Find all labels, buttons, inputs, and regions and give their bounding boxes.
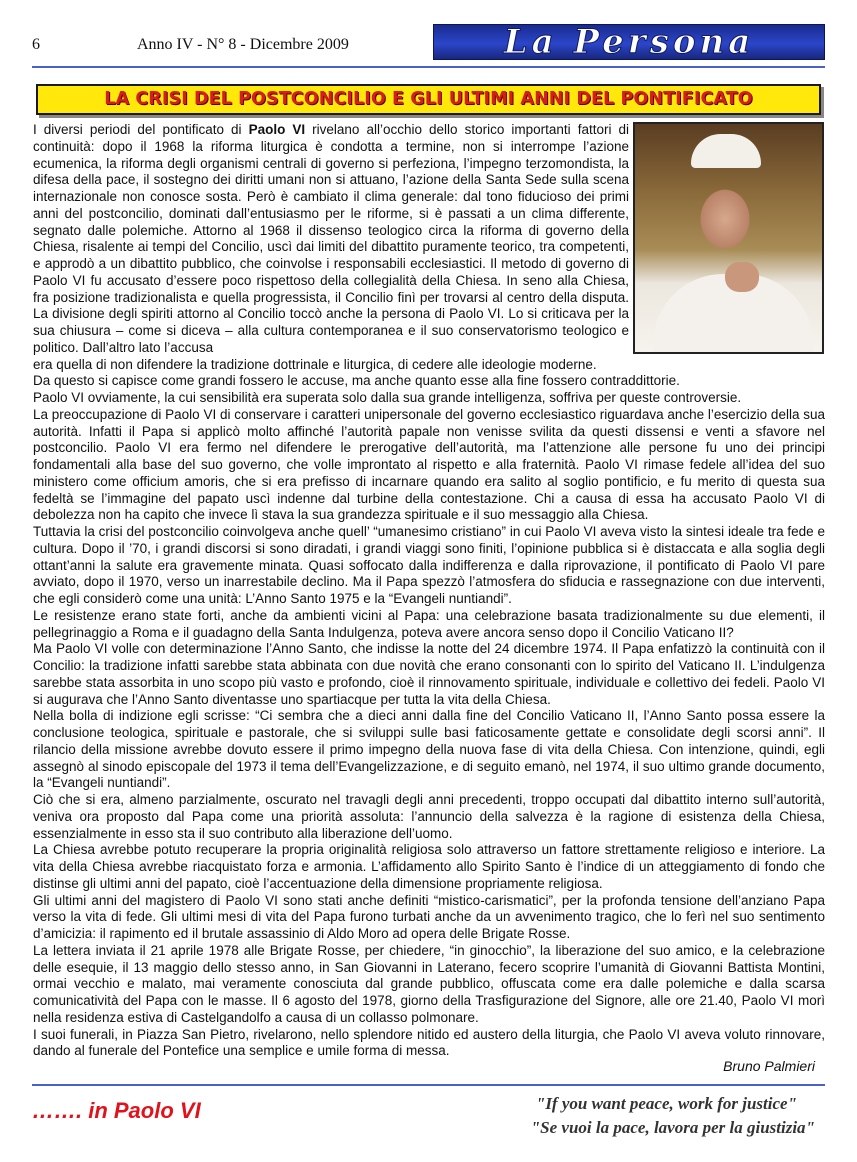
article-title-box — [36, 84, 821, 115]
paragraph-11: Gli ultimi anni del magistero di Paolo VI sono stati anche definiti “mistico-carismatici”, per la profonda tensione dell’anziano Papa verso la vita di fede. Gli ultimi mesi di vita del Papa furono turbati anche da un avvenimento tragico, che lo ferì nel suo sentimento d’amicizia: il rapimento ed il brutale assassinio di Aldo Moro ad opera delle Brigate Rosse. — [33, 892, 825, 941]
paragraph-7: Ma Paolo VI volle con determinazione l’Anno Santo, che indisse la notte del 24 dicembre 1974. Il Papa enfatizzò la continuità con il Concilio: la tradizione infatti sarebbe stata abbinata con due novità che erano consonanti con lo spirito del Vaticano II. L’indulgenza sarebbe stata assorbita in uno scopo più vasto e profondo, cioè il rinnovamento spirituale, individuale e collettivo dei fedeli. Paolo VI si augurava che l’Anno Santo diventasse uno spartiacque per tutta la vita della Chiesa. — [33, 641, 825, 707]
footer-quote-italian: "Se vuoi la pace, lavora per la giustizia" — [530, 1118, 815, 1137]
paragraph-6: Le resistenze erano state forti, anche da ambienti vicini al Papa: una celebrazione basata tradizionalmente su due elementi, il pellegrinaggio a Roma e il guadagno della Santa Indulgenza, poteva avere ancora senso dopo il Concilio Vaticano II? — [33, 607, 825, 640]
paragraph-9: Ciò che si era, almeno parzialmente, oscurato nel travagli degli anni precedenti, troppo occupati dal dibattito interno sull’autorità, veniva ora proposto dal Papa come una priorità assoluta: l’annuncio della salvezza è la ragione di esistenza della Chiesa, essenzialmente in esso sta il suo contributo alla liberazione dell’uomo. — [33, 792, 825, 841]
paragraph-10: La Chiesa avrebbe potuto recuperare la propria originalità religiosa solo attraverso un fattore strettamente religioso e interiore. La vita della Chiesa avrebbe riacquistato forza e armonia. L’affidamento allo Spirito Santo è l’indice di un atteggiamento di fondo che distinse gli ultimi anni del papato, cioè l’accentuazione della dimensione propriamente religiosa. — [33, 842, 825, 891]
footer-divider — [32, 1084, 825, 1086]
masthead-title: La Persona — [503, 22, 755, 62]
header-divider — [32, 66, 825, 68]
paragraph-13: I suoi funerali, in Piazza San Pietro, rivelarono, nello splendore nitido ed austero della liturgia, che Paolo VI aveva voluto rinnovare, dando al funerale del Pontefice una semplice e umile forma di messa. — [33, 1026, 825, 1059]
paragraph-1-intro: I diversi periodi del pontificato di — [33, 122, 249, 137]
issue-info: Anno IV - N° 8 - Dicembre 2009 — [137, 36, 349, 53]
paragraph-1-continued: era quella di non difendere la tradizione dottrinale e liturgica, di cedere alle ideologie moderne. — [33, 356, 597, 372]
paragraph-8: Nella bolla di indizione egli scrisse: “Ci sembra che a dieci anni dalla fine del Concilio Vaticano II, l’Anno Santo possa essere la conclusione teologica, spirituale e pastorale, che si sviluppi sulle basi faticosamente gettate e consolidate degli scorsi anni”. Il rilancio della missione avrebbe dovuto essere il primo impegno della nuova fase di vita della Chiesa. Con intenzione, quindi, egli assegnò al sinodo episcopale del 1973 il tema dell’Evangelizzazione, e di seguito emanò, nel 1974, il suo ultimo grande documento, la “Evangeli nuntiandi”. — [33, 708, 825, 791]
paragraph-1-name: Paolo VI — [248, 122, 306, 137]
article-title: LA CRISI DEL POSTCONCILIO E GLI ULTIMI ANNI DEL PONTIFICATO — [104, 89, 753, 109]
page-number: 6 — [32, 36, 40, 53]
paragraph-1-rest: rivelano all’occhio dello storico importanti fattori di continuità: dopo il 1968 la riforma liturgica è condotta a termine, non si interrompe l’azione ecumenica, la riforma degli organismi centrali di governo si perfeziona, l’impegno terzomondista, la difesa della pace, il sostegno dei diritti umani non si attuano, l’azione della Santa Sede sulla scena internazionale non conosce sosta. Però è cambiato il clima generale: dal tono fiducioso dei primi anni del postconcilio, dominati dall’entusiasmo per le riforme, si è passati a un clima differente, segnato dalle polemiche. Attorno al 1968 il dissenso teologico circa la riforma di governo della Chiesa, risalente ai tempi del Concilio, uscì dai limiti del dibattito puramente teorico, tra competenti, e approdò a un dibattito pubblico, che coinvolse i responsabili ecclesiastici. Il metodo di governo di Paolo VI fu accusato d’essere poco rispettoso della collegialità della Chiesa. In seno alla Chiesa, fra posizione tradizionalista e quella progressista, il Concilio finì per trovarsi al centro della disputa. La divisione degli spiriti attorno al Concilio toccò anche la persona di Paolo VI. Lo si criticava per la sua chiusura – come si diceva – alla cultura contemporanea e il suo conservatorismo teologico e politico. Dall’altro lato l’accusa — [33, 122, 630, 355]
footer-quote-english: "If you want peace, work for justice" — [535, 1094, 797, 1113]
author-signature: Bruno Palmieri — [723, 1058, 815, 1074]
paragraph-4: La preoccupazione di Paolo VI di conservare i caratteri unipersonale del governo ecclesiastico riguardava anche l’esercizio della sua autorità. Infatti il Papa si applicò molto affinché l’autorità papale non venisse svilita da questi dissensi e venti a sfavore nel postconcilio. Paolo VI era fermo nel difendere le prerogative dell’autorità, ma l’attenzione alle persone fu uno dei principi fondamentali alla base del suo governo, che volle improntato al rispetto e alla fraternità. Paolo VI rimase fedele all’idea del suo ministero come officium amoris, che si era prefisso di incarnare quando era salito al soglio pontificio, e fu merito di questa sua fedeltà se l’immagine del papato uscì indenne dal turbine della contestazione. Chi a causa di essa ha accusato Paolo VI di debolezza non ha capito che invece lì stava la sua grandezza spirituale e il suo messaggio alla Chiesa. — [33, 406, 825, 523]
paragraph-5: Tuttavia la crisi del postconcilio coinvolgeva anche quell’ “umanesimo cristiano” in cui Paolo VI aveva visto la sintesi ideale tra fede e cultura. Dopo il ’70, i grandi discorsi si sono diradati, i grandi viaggi sono finiti, l’opinione pubblica si è distaccata e alla soglia degli ottant’anni la salute era gravemente minata. Quasi soffocato dalla indifferenza e dalla riprovazione, il pontificato di Paolo VI pare avviato, dopo il 1970, verso un inarrestabile declino. Ma il Papa spezzò l’atmosfera do sfiducia e rassegnazione con due interventi, che egli considerò come una unità: L’Anno Santo 1975 e la “Evangeli nuntiandi”. — [33, 524, 825, 606]
footer-section-label: ……. in Paolo VI — [32, 1098, 201, 1123]
paragraph-1 — [33, 122, 629, 357]
paragraph-12: La lettera inviata il 21 aprile 1978 alle Brigate Rosse, per chiedere, “in ginocchio”, la liberazione del suo amico, e la celebrazione delle esequie, il 13 maggio dello stesso anno, in San Giovanni in Laterano, fecero scoprire l’umanità di Giovanni Battista Montini, ormai vecchio e malato, mai veramente conosciuta dal grande pubblico, offuscata come era dalle polemiche e dalla scarsa comunicatività del Papa con le masse. Il 6 agosto del 1978, giorno della Trasfigurazione del Signore, alle ore 21.40, Paolo VI morì nella residenza estiva di Castelgandolfo a causa di un collasso polmonare. — [33, 942, 825, 1025]
masthead-logo — [433, 24, 825, 60]
paragraph-2: Da questo si capisce come grandi fossero le accuse, ma anche quanto esse alla fine fossero contraddittorie. — [33, 373, 680, 389]
article-body — [33, 122, 825, 1060]
paragraph-3: Paolo VI ovviamente, la cui sensibilità era superata solo dalla sua grande intelligenza, soffriva per queste controversie. — [33, 390, 742, 405]
page-header — [0, 0, 857, 62]
